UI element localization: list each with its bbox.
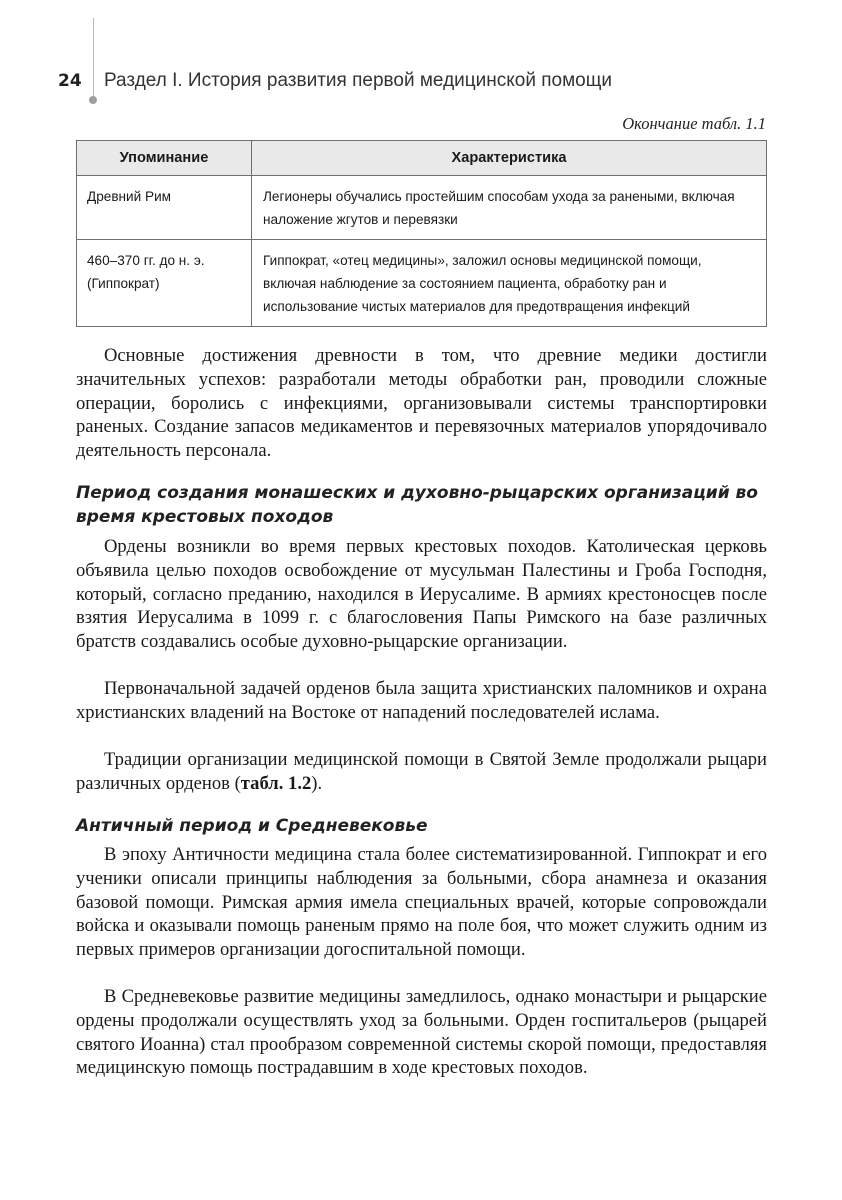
paragraph-text-end: ). (311, 772, 323, 794)
section-heading-crusades: Период создания монашеских и духовно-рыцарских организаций во время крестовых походов (76, 483, 758, 527)
column-header-description: Характеристика (252, 141, 767, 176)
cell-mention: 460–370 гг. до н. э. (Гиппократ) (77, 240, 252, 327)
cell-description: Легионеры обучались простейшим способам ухода за ранеными, включая наложение жгутов и перевязки (252, 176, 767, 240)
history-table (76, 140, 767, 327)
body-paragraph: Основные достижения древности в том, что древние медики достигли значительных успехов: разработали методы обработки ран, проводили сложные операции, боролись с инфекциями, организовывали системы транспортировки раненых. Создание запасов медикаментов и перевязочных материалов упорядочивало деятельность персонала. (76, 345, 767, 462)
table-row (77, 240, 767, 327)
body-paragraph: Ордены возникли во время первых крестовых походов. Католическая церковь объявила целью походов освобождение от мусульман Палестины и Гроба Господня, который, согласно преданию, находился в Иерусалиме. В армиях крестоносцев после взятия Иерусалима в 1099 г. с благословения Папы Римского на базе различных братств создавались особые духовно-рыцарские организации. (76, 536, 767, 653)
page-number: 24 (58, 71, 82, 91)
cell-mention: Древний Рим (77, 176, 252, 240)
body-paragraph (76, 748, 767, 796)
table-caption: Окончание табл. 1.1 (622, 114, 766, 133)
body-paragraph: В Средневековье развитие медицины замедлилось, однако монастыри и рыцарские ордены продолжали осуществлять уход за больными. Орден госпитальеров (рыцарей святого Иоанна) стал прообразом современной системы скорой помощи, предоставляя медицинскую помощь пострадавшим в ходе крестовых походов. (76, 986, 767, 1079)
column-header-mention: Упоминание (77, 141, 252, 176)
running-head: Раздел I. История развития первой медицинской помощи (104, 70, 612, 91)
table-header-row (77, 141, 767, 176)
paragraph-text: Традиции организации медицинской помощи в Святой Земле продолжали рыцари различных орденов ( (76, 749, 767, 794)
cell-description: Гиппократ, «отец медицины», заложил основы медицинской помощи, включая наблюдение за состоянием пациента, обработку ран и использование чистых материалов для предотвращения инфекций (252, 240, 767, 327)
header-divider-line (93, 18, 94, 98)
table-row (77, 176, 767, 240)
section-heading-antiquity: Античный период и Средневековье (76, 816, 428, 836)
body-paragraph: В эпоху Античности медицина стала более систематизированной. Гиппократ и его ученики описали принципы наблюдения за больными, сбора анамнеза и оказания базовой помощи. Римская армия имела специальных врачей, которые сопровождали войска и оказывали помощь раненым прямо на поле боя, что может служить одним из первых примеров организации догоспитальной помощи. (76, 844, 767, 961)
header-divider-dot (89, 96, 97, 104)
table-reference: табл. 1.2 (240, 772, 312, 794)
body-paragraph: Первоначальной задачей орденов была защита христианских паломников и охрана христианских владений на Востоке от нападений последователей ислама. (76, 678, 767, 723)
